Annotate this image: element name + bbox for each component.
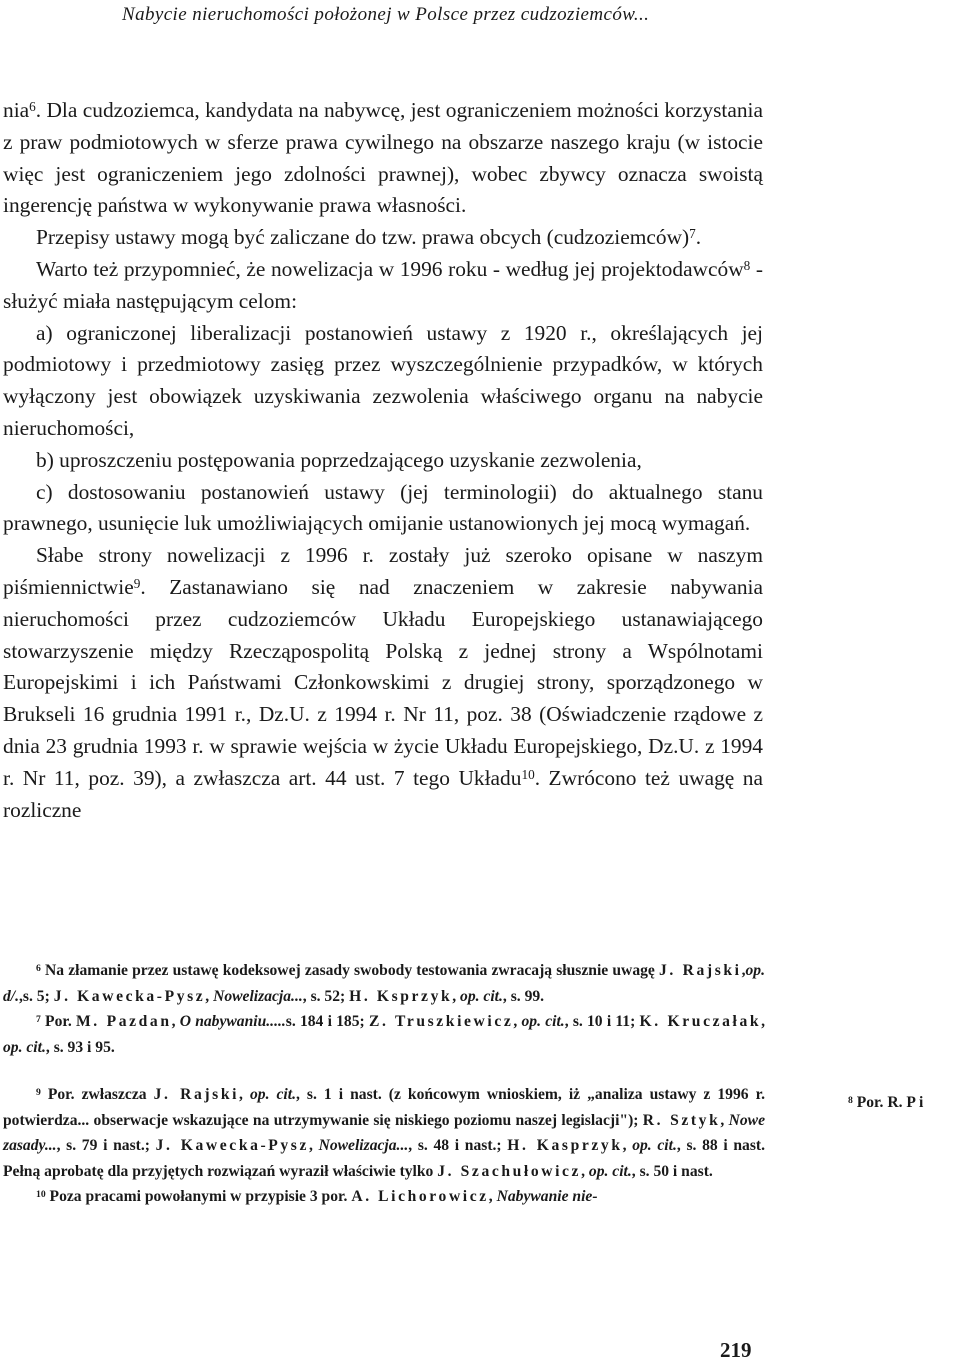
text: . Zastanawiano się nad znaczeniem w zakresie nabywania nieruchomości przez cudzoziemców Układu Europejskiego ustanawiającego stowarzyszenie między Rzecząpospolitą Polską z jednej strony a Wspólnotami Europejskimi i ich Państwami Członkowskimi z drugiej strony, sporządzonego w Brukseli 16 grudnia 1991 r., Dz.U. z 1994 r. Nr 11, poz. 38 (Oświadczenie rządowe z dnia 23 grudnia 1993 r. w sprawie wejścia w życie Układu Europejskiego, Dz.U. z 1994 r. Nr 11, poz. 39), a zwłaszcza art. 44 ust. 7 tego Układu xyxy=(3,574,763,790)
paragraph xyxy=(3,95,763,222)
footnote-ref: 9 xyxy=(133,575,141,591)
footnote-ref: 10 xyxy=(521,766,535,782)
side-footnote-8 xyxy=(848,1094,923,1112)
text: , s. 52; xyxy=(302,987,350,1005)
text: , xyxy=(452,987,461,1005)
citation: Nowe zasady... xyxy=(3,1111,765,1154)
text: nia xyxy=(3,98,30,122)
author-name: J. Szachułowicz xyxy=(437,1162,582,1180)
author-name: A. Lichorowicz xyxy=(351,1188,489,1205)
text: s. 184 i 185; xyxy=(285,1013,369,1030)
footnote-number: 9 xyxy=(36,1086,41,1098)
citation: op. cit. xyxy=(3,1038,46,1056)
footnote-ref: 8 xyxy=(743,258,751,274)
text: . Zwrócono też uwagę na rozliczne xyxy=(3,765,763,822)
text: Poza pracami powołanymi w przypisie 3 por. xyxy=(45,1188,352,1205)
running-header: Nabycie nieruchomości położonej w Polsce przez cudzoziemców... xyxy=(122,4,650,25)
text: - służyć miała następującym celom: xyxy=(3,256,763,313)
author-name: J. Kawecka-Pysz xyxy=(53,987,206,1005)
text: , xyxy=(488,1188,497,1205)
text: Por. xyxy=(40,1013,76,1030)
text: , xyxy=(239,1086,250,1103)
text: , xyxy=(205,987,214,1005)
text: Na złamanie przez ustawę kodeksowej zasady swobody testowania zwracają słusznie uwagę xyxy=(40,962,659,979)
paragraph xyxy=(3,540,763,826)
footnote-10 xyxy=(3,1184,765,1210)
text: . Dla cudzoziemca, kandydata na nabywcę, jest ograniczeniem możności korzystania z praw podmiotowych w sferze prawa cywilnego na obszarze naszego kraju (w istocie więc jest ograniczeniem jego zdolności prawnej), wobec zbywcy oznacza swoistą ingerencję państwa w wykonywanie prawa własności. xyxy=(3,98,763,218)
text: , s. 10 i 11; xyxy=(564,1013,640,1030)
citation: Nowelizacja... xyxy=(318,1137,409,1154)
text: , xyxy=(171,1013,180,1030)
paragraph xyxy=(3,222,763,254)
page-number: 219 xyxy=(720,1338,752,1362)
citation: op. cit. xyxy=(521,1013,565,1030)
author-name: M. Pazdan xyxy=(75,1013,172,1030)
paragraph xyxy=(3,254,763,318)
author-name: H. Kasprzyk xyxy=(507,1137,623,1154)
citation: op. cit. xyxy=(588,1162,632,1180)
citation: op. cit. xyxy=(460,987,503,1005)
text: Por. zwłaszcza xyxy=(40,1086,154,1103)
text: , s. 99. xyxy=(502,987,545,1005)
text: , s. 88 i nast. Pełną aprobatę dla przyjętych rozwiązań wyraził właściwie tylko xyxy=(3,1137,766,1180)
text: Słabe strony nowelizacji z 1996 r. zostały już szeroko opisane w naszym piśmiennictwie xyxy=(3,543,763,599)
text: , s. 93 i 95. xyxy=(45,1038,115,1056)
text: . xyxy=(695,225,702,250)
footnote-6 xyxy=(3,958,765,1009)
main-text xyxy=(3,95,763,826)
text: ,s. 5; xyxy=(19,987,54,1005)
list-item: b) uproszczeniu postępowania poprzedzającego uzyskanie zezwolenia, xyxy=(36,447,642,472)
author-name: J. Rajski xyxy=(659,962,742,979)
citation: op. cit. xyxy=(632,1137,677,1154)
text: Warto też przypomnieć, że nowelizacja w 1996 roku - według jej projektodawców xyxy=(36,256,744,281)
footnote-ref: 7 xyxy=(689,226,696,242)
text: , xyxy=(761,1013,766,1030)
footnote-number: 7 xyxy=(36,1013,41,1025)
citation: op. cit. xyxy=(249,1086,296,1103)
text: , s. 79 i nast.; xyxy=(56,1137,156,1154)
footnote-9 xyxy=(3,1082,765,1184)
text: Przepisy ustawy mogą być zaliczane do tzw. prawa obcych (cudzoziemców) xyxy=(36,225,690,250)
author-name: Z. Truszkiewicz xyxy=(368,1013,514,1030)
citation: O nabywaniu..... xyxy=(179,1013,286,1030)
citation: Nabywanie nie- xyxy=(496,1188,598,1205)
footnote-number: 6 xyxy=(36,962,41,974)
author-name: J. Rajski xyxy=(153,1086,240,1103)
list-item: c) dostosowaniu postanowień ustawy (jej terminologii) do aktualnego stanu prawnego, usunięcie luk umożliwiających omijanie ustanowionych jej mocą wymagań. xyxy=(3,479,763,536)
footnotes xyxy=(3,958,765,1210)
text: , xyxy=(720,1111,729,1129)
text: , xyxy=(581,1162,589,1180)
text: , s. 50 i nast. xyxy=(631,1162,713,1180)
text: , xyxy=(741,962,746,979)
text: , xyxy=(309,1137,319,1154)
text: , s. 1 i nast. (z końcowym wnioskiem, iż „analiza ustawy z 1996 r. potwierdza... obserwacje wskazujące na utrzymywanie się niskiego poziomu naszej legislacji"); xyxy=(3,1086,765,1129)
citation: op. d/. xyxy=(3,962,765,1005)
footnote-number: 8 xyxy=(848,1094,853,1106)
text: , xyxy=(513,1013,522,1030)
footnote-7 xyxy=(3,1009,765,1060)
author-name: R. Sztyk xyxy=(642,1111,721,1129)
footnote-number: 10 xyxy=(36,1188,46,1200)
text: , xyxy=(622,1137,633,1154)
author-name: H. Ksprzyk xyxy=(349,987,453,1005)
text: Por. R. P i xyxy=(852,1094,924,1111)
citation: Nowelizacja... xyxy=(213,987,303,1005)
author-name: J. Kawecka-Pysz xyxy=(155,1137,309,1154)
footnote-ref: 6 xyxy=(29,99,36,115)
text: , s. 48 i nast.; xyxy=(408,1137,508,1154)
list-item: a) ograniczonej liberalizacji postanowień ustawy z 1920 r., określających jej podmiotowy i przedmiotowy zasięg przez wyszczególnienie przypadków, w których wyłączony jest obowiązek uzyskiwania zezwolenia właściwego organu na nabycie nieruchomości, xyxy=(3,320,763,440)
author-name: K. Kruczałak xyxy=(639,1013,762,1030)
